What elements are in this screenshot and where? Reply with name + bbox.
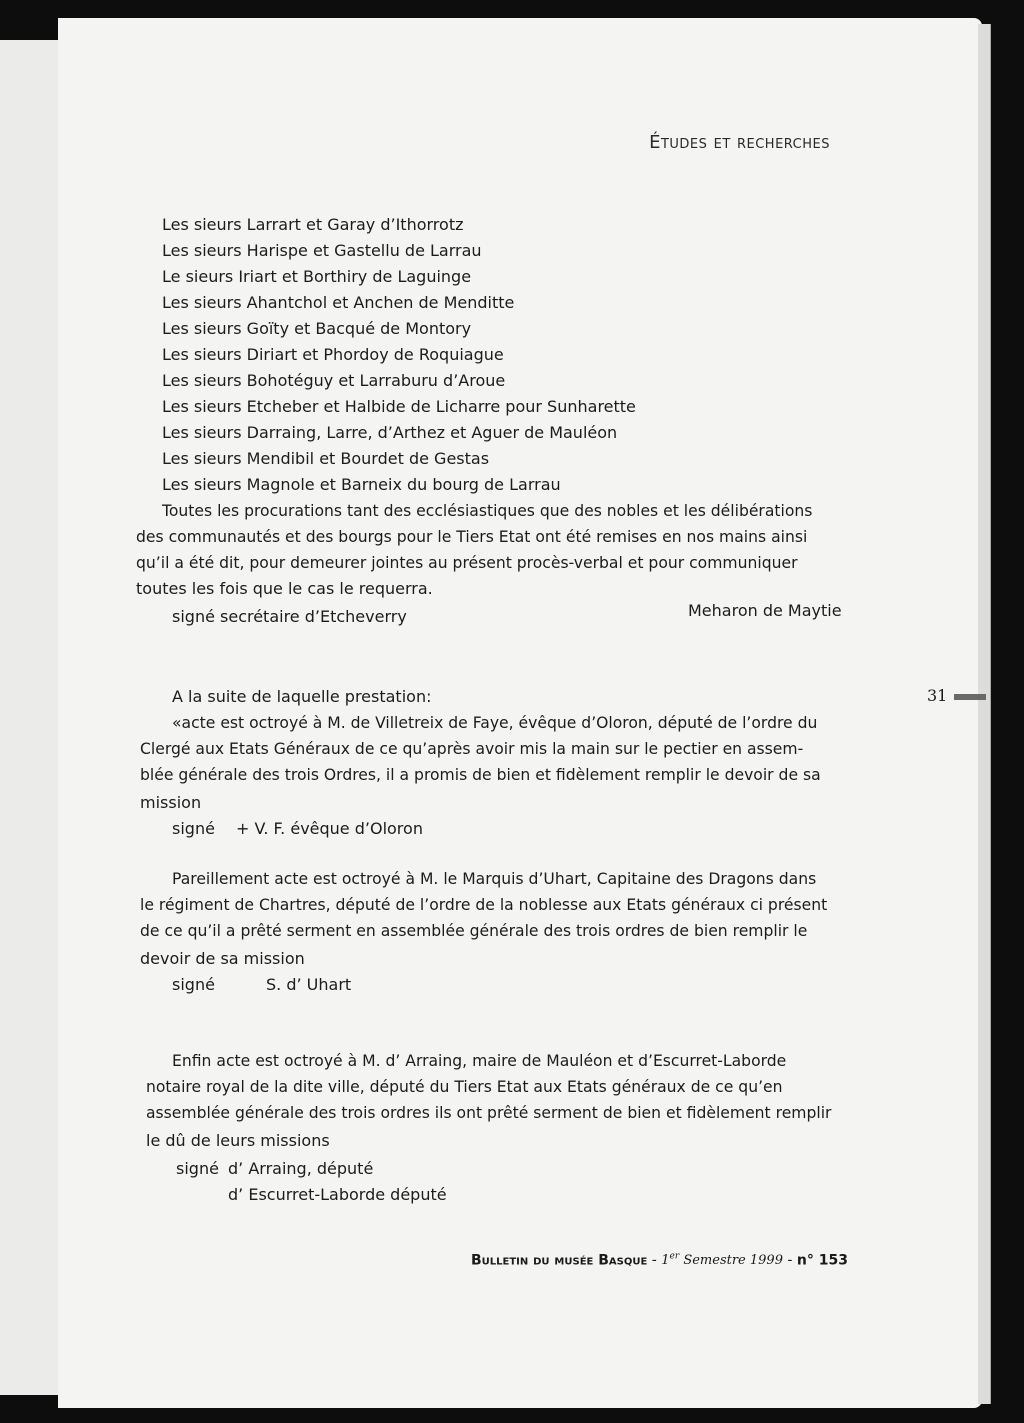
paragraph-line: qu’il a été dit, pour demeurer jointes au présent procès-verbal et pour communiquer (136, 554, 798, 572)
footer-semester-sup: er (669, 1252, 680, 1262)
footer-separator: - (782, 1252, 797, 1269)
signature-name: d’ Arraing, député (228, 1159, 374, 1178)
paragraph-line: Pareillement acte est octroyé à M. le Marquis d’Uhart, Capitaine des Dragons dans (172, 870, 817, 888)
paragraph-line: le régiment de Chartres, député de l’ordre de la noblesse aux Etats généraux ci présent (140, 896, 828, 914)
list-line: Les sieurs Diriart et Phordoy de Roquiague (162, 345, 504, 364)
footer-semester-number: 1 (661, 1253, 670, 1269)
paragraph-line: le dû de leurs missions (146, 1131, 330, 1150)
page-stack-edge (978, 24, 991, 1404)
list-line: Les sieurs Darraing, Larre, d’Arthez et Aguer de Mauléon (162, 423, 618, 442)
list-line: Le sieurs Iriart et Borthiry de Laguinge (162, 267, 472, 286)
paragraph-line: notaire royal de la dite ville, député du Tiers Etat aux Etats généraux de ce qu’en (146, 1078, 783, 1096)
signature-label: signé (176, 1159, 219, 1178)
footer-semester-text: Semestre 1999 (679, 1253, 783, 1269)
paragraph-line: devoir de sa mission (140, 949, 305, 968)
footer-journal-title: Bulletin du musée Basque (470, 1252, 648, 1269)
paragraph-line: Enfin acte est octroyé à M. d’ Arraing, maire de Mauléon et d’Escurret-Laborde (172, 1052, 787, 1070)
signature-left: signé secrétaire d’Etcheverry (172, 607, 407, 626)
paragraph-line: assemblée générale des trois ordres ils ont prêté serment de bien et fidèlement remplir (146, 1104, 832, 1122)
list-line: Les sieurs Bohotéguy et Larraburu d’Aroue (162, 371, 506, 390)
paragraph-line: des communautés et des bourgs pour le Tiers Etat ont été remises en nos mains ainsi (136, 528, 808, 546)
list-line: Les sieurs Ahantchol et Anchen de Menditte (162, 293, 515, 312)
signature-name: + V. F. évêque d’Oloron (236, 819, 423, 838)
paragraph-line: blée générale des trois Ordres, il a promis de bien et fidèlement remplir le devoir de sa (140, 766, 821, 784)
footer-separator: - (647, 1252, 662, 1269)
running-footer (380, 1252, 848, 1268)
paragraph-line: toutes les fois que le cas le requerra. (136, 579, 433, 598)
paragraph-intro: A la suite de laquelle prestation: (172, 687, 432, 706)
page-number: 31 (927, 686, 948, 705)
footer-issue-number: n° 153 (796, 1252, 848, 1269)
list-line: Les sieurs Mendibil et Bourdet de Gestas (162, 449, 490, 468)
paragraph-line: Clergé aux Etats Généraux de ce qu’après avoir mis la main sur le pectier en assem- (140, 740, 804, 758)
footer-semester (661, 1253, 783, 1268)
paragraph-line: Toutes les procurations tant des ecclésiastiques que des nobles et les délibérations (162, 502, 813, 520)
list-line: Les sieurs Etcheber et Halbide de Licharre pour Sunharette (162, 397, 636, 416)
list-line: Les sieurs Goïty et Bacqué de Montory (162, 319, 472, 338)
signature-label: signé (172, 819, 215, 838)
list-line: Les sieurs Harispe et Gastellu de Larrau (162, 241, 482, 260)
paragraph-line: «acte est octroyé à M. de Villetreix de Faye, évêque d’Oloron, député de l’ordre du (172, 714, 818, 732)
left-page-edge (0, 40, 59, 1395)
signature-name: S. d’ Uhart (266, 975, 352, 994)
running-header: Études et recherches (649, 132, 830, 153)
signature-label: signé (172, 975, 215, 994)
signature-right: Meharon de Maytie (688, 601, 842, 620)
paragraph-line: mission (140, 793, 202, 812)
page-tab-marker (954, 694, 986, 700)
signature-name: d’ Escurret-Laborde député (228, 1185, 447, 1204)
list-line: Les sieurs Larrart et Garay d’Ithorrotz (162, 215, 464, 234)
paragraph-line: de ce qu’il a prêté serment en assemblée générale des trois ordres de bien remplir le (140, 922, 808, 940)
list-line: Les sieurs Magnole et Barneix du bourg de Larrau (162, 475, 561, 494)
